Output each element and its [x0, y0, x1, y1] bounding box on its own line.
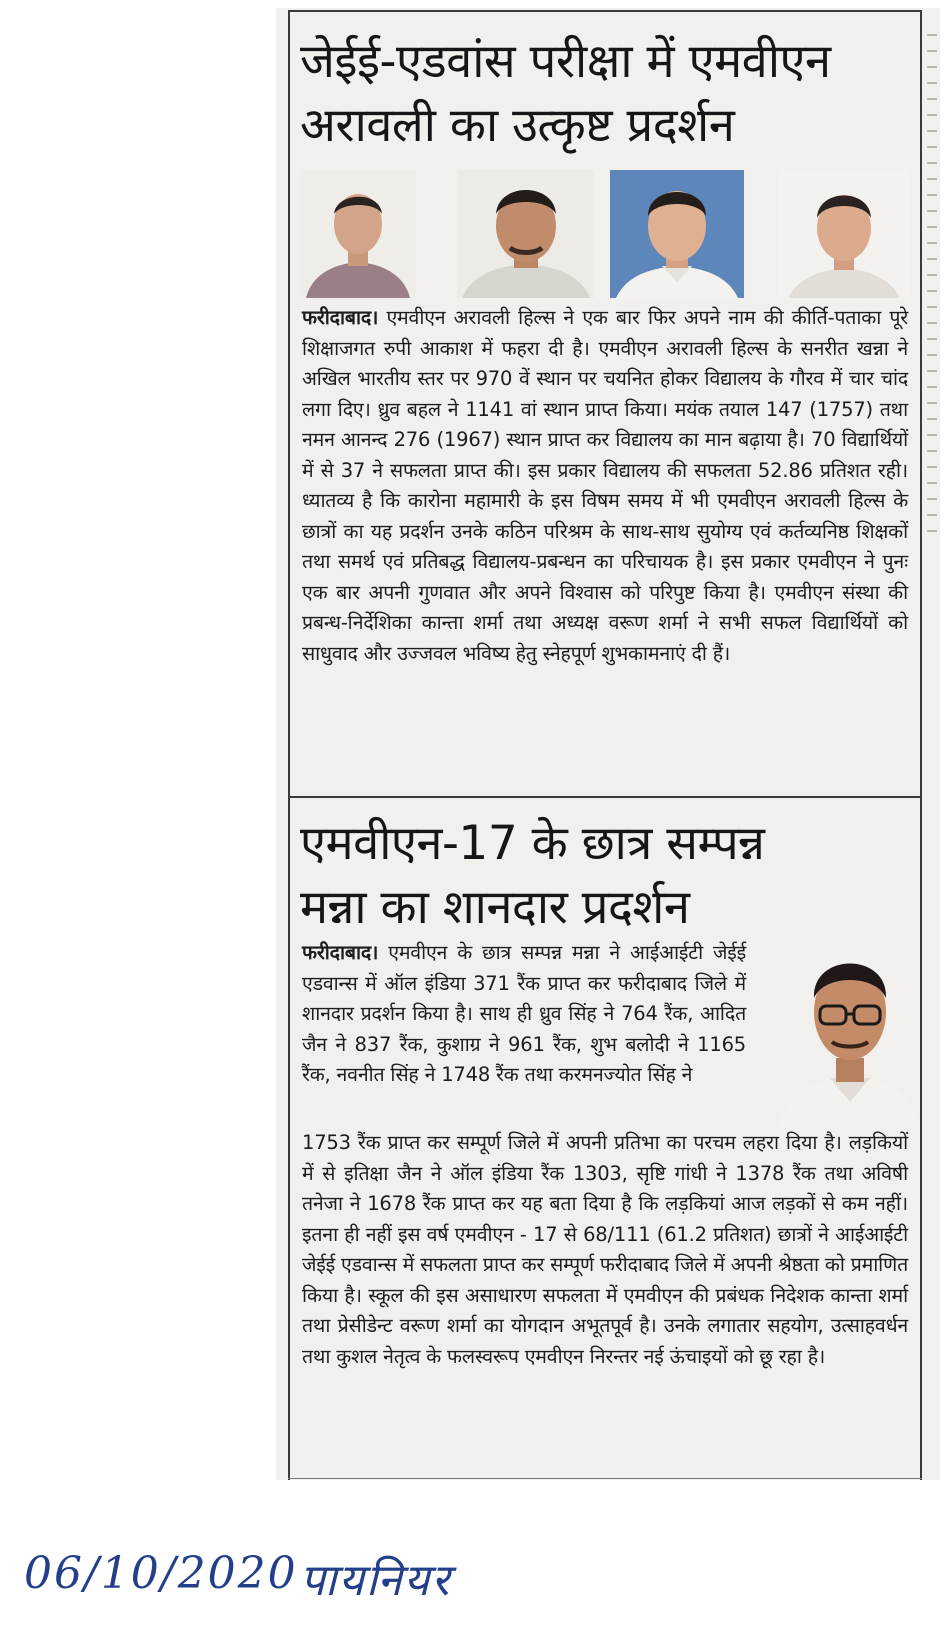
article-divider — [288, 796, 922, 798]
article1-body — [302, 303, 908, 669]
article2-body-text-1: एमवीएन के छात्र सम्पन्न मन्ना ने आईआईटी जेईई एडवान्स में ऑल इंडिया 371 रैंक प्राप्त कर फरीदाबाद जिले में शानदार प्रदर्शन किया है। साथ ही ध्रुव सिंह ने 764 रैंक, आदित जैन ने 837 रैंक, कुशाग्र ने 961 रैंक, शुभ बलोदी ने 1165 रैंक, नवनीत सिंह ने 1748 रैंक तथा करमनज्योत सिंह ने — [302, 941, 746, 1086]
article2-headline-line2: मन्ना का शानदार प्रदर्शन — [300, 880, 690, 935]
column-rule-right — [920, 10, 922, 1480]
top-rule — [288, 10, 922, 12]
article2-body-part1 — [302, 938, 746, 1091]
student-photo-1 — [300, 170, 416, 298]
handwritten-newspaper-name: पायनियर — [300, 1555, 452, 1606]
article2-body-text-2: 1753 रैंक प्राप्त कर सम्पूर्ण जिले में अपनी प्रतिभा का परचम लहरा दिया है। लड़कियों में से इतिक्षा जैन ने ऑल इंडिया रैंक 1303, सृष्टि गांधी ने 1378 रैंक तथा अविषी तनेजा ने 1678 रैंक प्राप्त कर यह बता दिया है कि लड़कियां आज लड़कों से कम नहीं। इतना ही नहीं इस वर्ष एमवीएन - 17 से 68/111 (61.2 प्रतिशत) छात्रों ने आईआईटी जेईई एडवान्स में सफलता प्राप्त कर सम्पूर्ण फरीदाबाद जिले में अपनी श्रेष्ठता को प्रमाणित किया है। स्कूल की इस असाधारण सफलता में एमवीएन की प्रबंधक निदेशक कान्ता शर्मा तथा प्रेसीडेन्ट वरूण शर्मा का योगदान अभूतपूर्व है। उनके लगातार सहयोग, उत्साहवर्धन तथा कुशल नेतृत्व के फलस्वरूप एमवीएन निरन्तर नई ऊंचाइयों को छू रहा है। — [302, 1131, 908, 1368]
handwritten-date: 06/10/2020 — [24, 1548, 298, 1599]
bottom-rule — [288, 1478, 922, 1479]
student-photo-4 — [778, 170, 910, 298]
student-photo-3 — [610, 170, 744, 298]
student-portrait — [776, 932, 922, 1128]
article1-dateline: फरीदाबाद। — [302, 306, 379, 329]
adjacent-column-bleed — [924, 20, 940, 1470]
student-photo-row — [300, 170, 910, 298]
article1-headline-line2: अरावली का उत्कृष्ट प्रदर्शन — [300, 98, 735, 153]
student-photo-2 — [458, 170, 594, 298]
article1-headline — [300, 30, 910, 158]
article2-headline-line1: एमवीएन-17 के छात्र सम्पन्न — [300, 816, 765, 871]
article2-body-part2 — [302, 1128, 908, 1372]
article1-headline-line1: जेईई-एडवांस परीक्षा में एमवीएन — [300, 34, 831, 89]
article1-body-text: एमवीएन अरावली हिल्स ने एक बार फिर अपने नाम की कीर्ति-पताका पूरे शिक्षाजगत रुपी आकाश में फहरा दी है। एमवीएन अरावली हिल्स के सनरीत खन्ना ने अखिल भारतीय स्तर पर 970 वें स्थान पर चयनित होकर विद्यालय के गौरव में चार चांद लगा दिए। ध्रुव बहल ने 1141 वां स्थान प्राप्त किया। मयंक तयाल 147 (1757) तथा नमन आनन्द 276 (1967) स्थान प्राप्त कर विद्यालय का मान बढ़ाया है। 70 विद्यार्थियों में से 37 ने सफलता प्राप्त की। इस प्रकार विद्यालय की सफलता 52.86 प्रतिशत रही। ध्यातव्य है कि कारोना महामारी के इस विषम समय में भी एमवीएन अरावली हिल्स के छात्रों का यह प्रदर्शन उनके कठिन परिश्रम के साथ-साथ सुयोग्य एवं कर्तव्यनिष्ठ शिक्षकों तथा समर्थ एवं प्रतिबद्ध विद्यालय-प्रबन्धन का परिचायक है। इस प्रकार एमवीएन ने पुनः एक बार अपनी गुणवात और अपने विश्वास को परिपुष्ट किया है। एमवीएन संस्था की प्रबन्ध-निर्देशिका कान्ता शर्मा तथा अध्यक्ष वरूण शर्मा ने सभी सफल विद्यार्थियों को साधुवाद और उज्जवल भविष्य हेतु स्नेहपूर्ण शुभकामनाएं दी हैं। — [302, 306, 909, 665]
article2-headline — [300, 812, 910, 940]
column-rule-left — [288, 10, 290, 1480]
article2-dateline: फरीदाबाद। — [302, 941, 379, 964]
